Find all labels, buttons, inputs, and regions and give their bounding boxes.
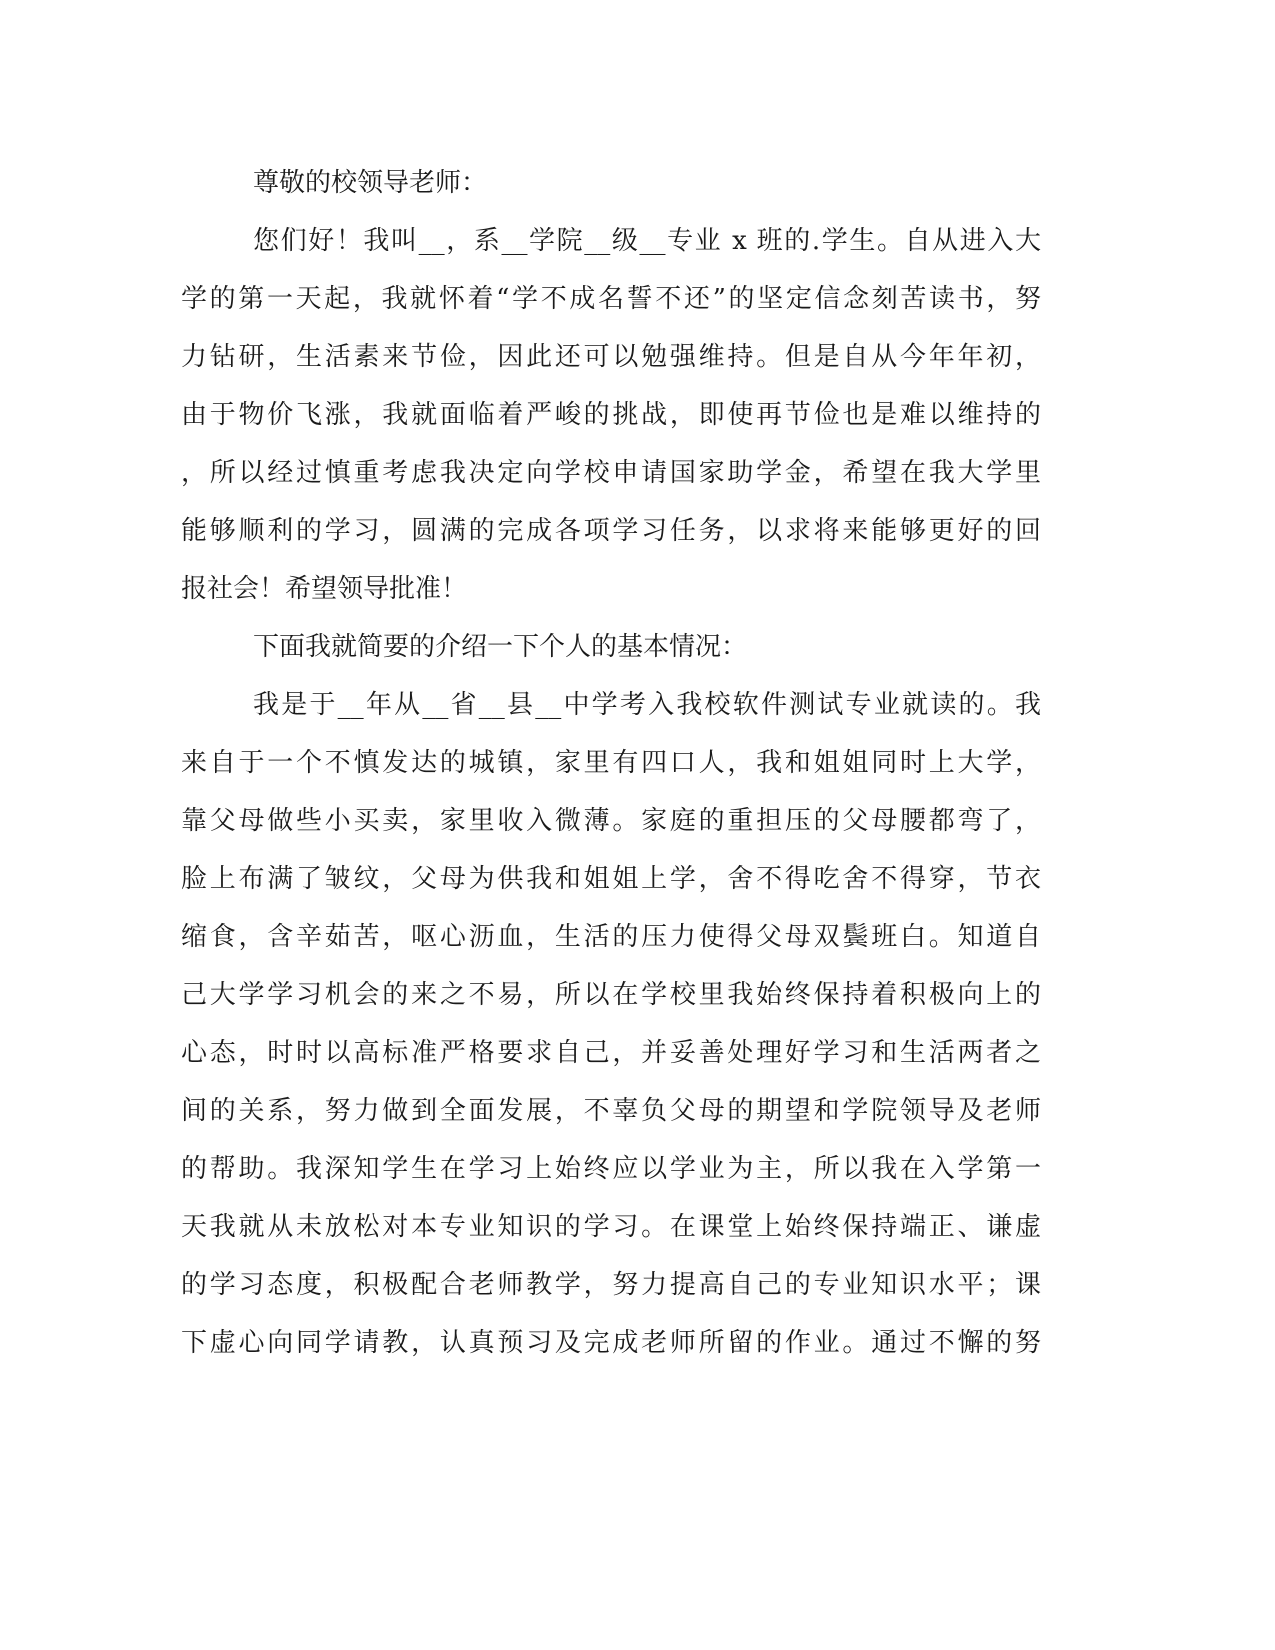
paragraph-line: 能够顺利的学习，圆满的完成各项学习任务，以求将来能够更好的回 — [181, 516, 1041, 546]
paragraph-line: 力钻研，生活素来节俭，因此还可以勉强维持。但是自从今年年初， — [181, 342, 1041, 372]
paragraph-line: 下面我就简要的介绍一下个人的基本情况： — [253, 632, 748, 662]
salutation: 尊敬的校领导老师： — [253, 168, 488, 198]
paragraph-line: 您们好！我叫__，系__学院__级__专业 x 班的.学生。自从进入大 — [253, 226, 1041, 256]
paragraph-line: 己大学学习机会的来之不易，所以在学校里我始终保持着积极向上的 — [181, 980, 1041, 1010]
paragraph-line: 报社会！希望领导批准！ — [181, 574, 468, 604]
paragraph-line: 靠父母做些小买卖，家里收入微薄。家庭的重担压的父母腰都弯了， — [181, 806, 1041, 836]
paragraph-line: 来自于一个不慎发达的城镇，家里有四口人，我和姐姐同时上大学， — [181, 748, 1041, 778]
paragraph-line: 心态，时时以高标准严格要求自己，并妥善处理好学习和生活两者之 — [181, 1038, 1041, 1068]
paragraph-line: 我是于__年从__省__县__中学考入我校软件测试专业就读的。我 — [253, 690, 1041, 720]
paragraph-line: 的学习态度，积极配合老师教学，努力提高自己的专业知识水平；课 — [181, 1270, 1041, 1300]
paragraph-line: 脸上布满了皱纹，父母为供我和姐姐上学，舍不得吃舍不得穿，节衣 — [181, 864, 1041, 894]
paragraph-line: 学的第一天起，我就怀着“学不成名誓不还”的坚定信念刻苦读书，努 — [181, 284, 1041, 314]
paragraph-line: 的帮助。我深知学生在学习上始终应以学业为主，所以我在入学第一 — [181, 1154, 1041, 1184]
paragraph-line: 天我就从未放松对本专业知识的学习。在课堂上始终保持端正、谦虚 — [181, 1212, 1041, 1242]
paragraph-line: 由于物价飞涨，我就面临着严峻的挑战，即使再节俭也是难以维持的 — [181, 400, 1041, 430]
paragraph-line: ，所以经过慎重考虑我决定向学校申请国家助学金，希望在我大学里 — [181, 458, 1041, 488]
paragraph-line: 缩食，含辛茹苦，呕心沥血，生活的压力使得父母双鬓班白。知道自 — [181, 922, 1041, 952]
paragraph-line: 下虚心向同学请教，认真预习及完成老师所留的作业。通过不懈的努 — [181, 1328, 1041, 1358]
paragraph-line: 间的关系，努力做到全面发展，不辜负父母的期望和学院领导及老师 — [181, 1096, 1041, 1126]
